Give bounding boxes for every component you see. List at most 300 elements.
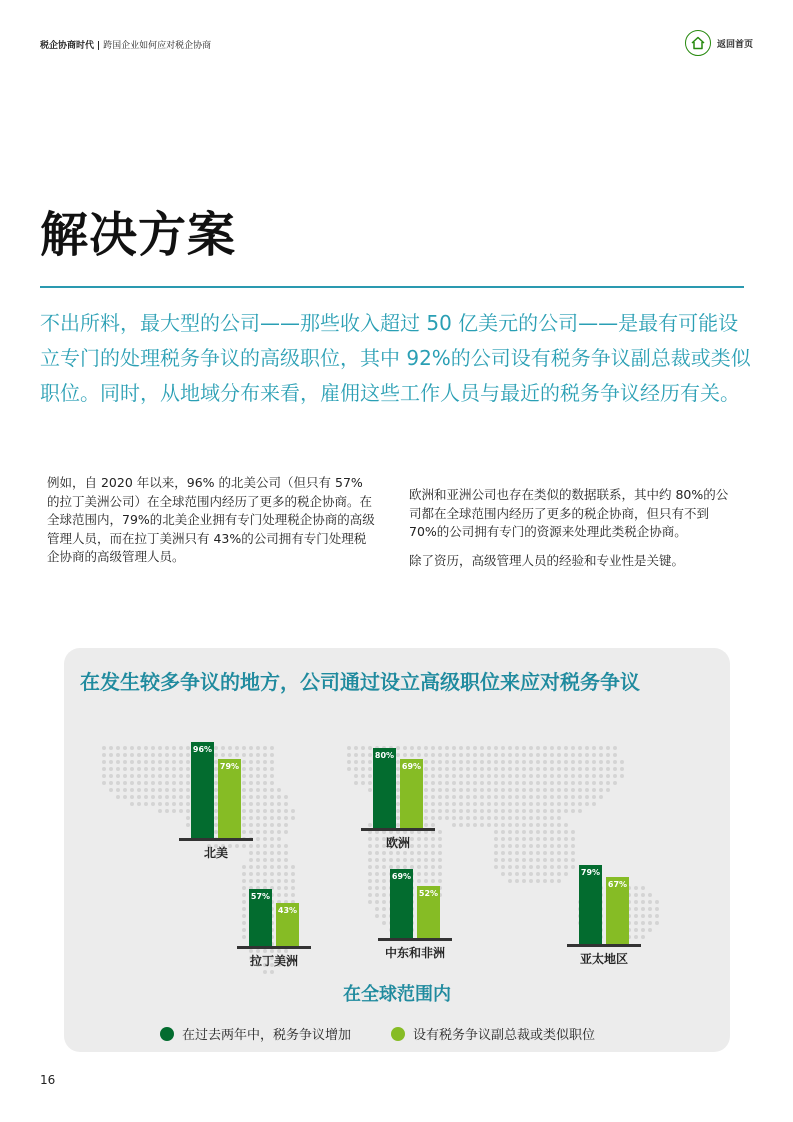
map-dot — [431, 809, 435, 813]
map-dot — [508, 844, 512, 848]
map-dot — [249, 767, 253, 771]
map-dot — [277, 837, 281, 841]
map-dot — [249, 781, 253, 785]
map-dot — [242, 781, 246, 785]
map-dot — [368, 851, 372, 855]
map-dot — [438, 760, 442, 764]
map-dot — [585, 746, 589, 750]
map-dot — [459, 823, 463, 827]
map-dot — [277, 795, 281, 799]
map-dot — [249, 760, 253, 764]
map-dot — [592, 795, 596, 799]
map-dot — [571, 809, 575, 813]
map-dot — [515, 816, 519, 820]
map-dot — [242, 788, 246, 792]
map-dot — [249, 872, 253, 876]
map-dot — [515, 858, 519, 862]
map-dot — [249, 879, 253, 883]
map-dot — [578, 767, 582, 771]
map-dot — [284, 879, 288, 883]
map-dot — [284, 830, 288, 834]
bar-middle-east-africa-vp-role — [417, 886, 440, 938]
map-dot — [592, 802, 596, 806]
map-dot — [515, 760, 519, 764]
map-dot — [172, 767, 176, 771]
map-dot — [592, 753, 596, 757]
map-dot — [256, 809, 260, 813]
map-dot — [655, 914, 659, 918]
map-dot — [242, 753, 246, 757]
map-dot — [508, 872, 512, 876]
map-dot — [242, 865, 246, 869]
map-dot — [186, 795, 190, 799]
map-dot — [620, 774, 624, 778]
map-dot — [522, 858, 526, 862]
map-dot — [550, 795, 554, 799]
map-dot — [529, 872, 533, 876]
map-dot — [452, 802, 456, 806]
map-dot — [564, 802, 568, 806]
map-dot — [571, 767, 575, 771]
map-dot — [473, 795, 477, 799]
home-icon[interactable] — [685, 30, 711, 56]
map-dot — [550, 816, 554, 820]
map-dot — [291, 879, 295, 883]
map-dot — [536, 872, 540, 876]
map-dot — [606, 760, 610, 764]
map-dot — [179, 802, 183, 806]
map-dot — [641, 921, 645, 925]
map-dot — [564, 809, 568, 813]
map-dot — [256, 767, 260, 771]
map-dot — [284, 809, 288, 813]
map-dot — [648, 914, 652, 918]
map-dot — [501, 844, 505, 848]
map-dot — [130, 788, 134, 792]
map-dot — [459, 809, 463, 813]
map-dot — [242, 886, 246, 890]
map-dot — [361, 781, 365, 785]
map-dot — [284, 858, 288, 862]
map-dot — [557, 879, 561, 883]
map-dot — [438, 802, 442, 806]
map-dot — [270, 830, 274, 834]
map-dot — [277, 844, 281, 848]
map-dot — [256, 823, 260, 827]
map-dot — [571, 788, 575, 792]
map-dot — [256, 830, 260, 834]
map-dot — [354, 774, 358, 778]
map-dot — [368, 753, 372, 757]
map-dot — [522, 879, 526, 883]
map-dot — [137, 788, 141, 792]
map-dot — [424, 781, 428, 785]
map-dot — [424, 851, 428, 855]
map-dot — [242, 900, 246, 904]
map-dot — [543, 781, 547, 785]
map-dot — [270, 865, 274, 869]
map-dot — [557, 753, 561, 757]
map-dot — [445, 753, 449, 757]
map-dot — [144, 802, 148, 806]
map-dot — [270, 823, 274, 827]
bar-north-america-dispute-increase — [191, 742, 214, 838]
map-dot — [466, 753, 470, 757]
map-dot — [543, 809, 547, 813]
map-dot — [284, 851, 288, 855]
map-dot — [291, 872, 295, 876]
map-dot — [648, 921, 652, 925]
map-dot — [263, 767, 267, 771]
map-dot — [536, 760, 540, 764]
map-dot — [396, 851, 400, 855]
map-dot — [606, 767, 610, 771]
map-dot — [648, 928, 652, 932]
map-dot — [564, 774, 568, 778]
map-dot — [585, 795, 589, 799]
map-dot — [536, 767, 540, 771]
map-dot — [459, 753, 463, 757]
map-dot — [536, 746, 540, 750]
map-dot — [284, 886, 288, 890]
legend-item-dispute-increase — [160, 1024, 351, 1043]
map-dot — [634, 935, 638, 939]
map-dot — [431, 774, 435, 778]
map-dot — [529, 788, 533, 792]
map-dot — [459, 774, 463, 778]
map-dot — [368, 767, 372, 771]
map-dot — [361, 760, 365, 764]
map-dot — [382, 879, 386, 883]
map-dot — [375, 879, 379, 883]
map-dot — [424, 879, 428, 883]
map-dot — [571, 802, 575, 806]
map-dot — [543, 760, 547, 764]
map-dot — [151, 802, 155, 806]
map-dot — [452, 760, 456, 764]
map-dot — [613, 753, 617, 757]
map-dot — [249, 753, 253, 757]
map-dot — [529, 809, 533, 813]
map-dot — [536, 823, 540, 827]
map-dot — [102, 746, 106, 750]
map-dot — [109, 774, 113, 778]
map-dot — [557, 781, 561, 785]
map-dot — [291, 865, 295, 869]
map-dot — [620, 760, 624, 764]
map-dot — [277, 816, 281, 820]
map-dot — [515, 823, 519, 827]
map-dot — [158, 753, 162, 757]
map-dot — [592, 746, 596, 750]
map-dot — [235, 753, 239, 757]
map-dot — [158, 774, 162, 778]
map-dot — [564, 837, 568, 841]
map-dot — [172, 774, 176, 778]
map-dot — [459, 816, 463, 820]
map-dot — [494, 844, 498, 848]
map-dot — [550, 809, 554, 813]
bar-latin-america-dispute-increase — [249, 889, 272, 946]
map-dot — [522, 788, 526, 792]
map-dot — [116, 760, 120, 764]
map-dot — [501, 851, 505, 855]
map-dot — [158, 781, 162, 785]
map-dot — [487, 823, 491, 827]
map-dot — [536, 879, 540, 883]
map-dot — [452, 746, 456, 750]
map-dot — [473, 753, 477, 757]
map-dot — [438, 795, 442, 799]
map-dot — [501, 816, 505, 820]
map-dot — [368, 872, 372, 876]
map-dot — [508, 823, 512, 827]
map-dot — [515, 767, 519, 771]
bar-asia-pacific-vp-role — [606, 877, 629, 944]
map-dot — [417, 746, 421, 750]
bar-value-label: 96% — [192, 745, 213, 754]
map-dot — [641, 928, 645, 932]
home-label[interactable]: 返回首页 — [716, 39, 753, 50]
map-dot — [270, 802, 274, 806]
map-dot — [508, 802, 512, 806]
map-dot — [438, 865, 442, 869]
map-dot — [466, 767, 470, 771]
bar-value-label: 67% — [607, 880, 628, 889]
map-dot — [263, 865, 267, 869]
running-header — [40, 38, 211, 51]
map-dot — [172, 809, 176, 813]
map-dot — [550, 781, 554, 785]
map-dot — [557, 746, 561, 750]
map-dot — [634, 900, 638, 904]
map-dot — [571, 858, 575, 862]
map-dot — [459, 795, 463, 799]
map-dot — [354, 760, 358, 764]
map-dot — [165, 774, 169, 778]
map-dot — [354, 746, 358, 750]
map-dot — [130, 767, 134, 771]
map-dot — [564, 830, 568, 834]
map-dot — [501, 802, 505, 806]
map-dot — [144, 760, 148, 764]
map-dot — [606, 746, 610, 750]
map-dot — [529, 816, 533, 820]
map-dot — [123, 781, 127, 785]
map-dot — [256, 795, 260, 799]
map-dot — [277, 851, 281, 855]
map-dot — [620, 767, 624, 771]
map-dot — [641, 893, 645, 897]
map-dot — [522, 795, 526, 799]
map-dot — [480, 760, 484, 764]
map-dot — [501, 830, 505, 834]
map-dot — [550, 851, 554, 855]
header-subtitle: 跨国企业如何应对税企协商 — [103, 41, 212, 51]
map-dot — [368, 823, 372, 827]
map-dot — [228, 753, 232, 757]
map-dot — [494, 851, 498, 855]
map-dot — [578, 781, 582, 785]
map-dot — [123, 767, 127, 771]
map-dot — [179, 767, 183, 771]
map-dot — [375, 893, 379, 897]
map-dot — [242, 928, 246, 932]
map-dot — [137, 753, 141, 757]
map-dot — [431, 879, 435, 883]
map-dot — [424, 746, 428, 750]
map-dot — [382, 851, 386, 855]
map-dot — [186, 802, 190, 806]
map-dot — [571, 844, 575, 848]
map-dot — [487, 781, 491, 785]
map-dot — [242, 823, 246, 827]
map-dot — [522, 809, 526, 813]
map-dot — [599, 781, 603, 785]
map-dot — [550, 844, 554, 848]
map-dot — [515, 795, 519, 799]
map-dot — [242, 830, 246, 834]
map-dot — [452, 823, 456, 827]
map-dot — [522, 774, 526, 778]
map-dot — [459, 788, 463, 792]
map-dot — [277, 830, 281, 834]
map-dot — [473, 816, 477, 820]
map-dot — [382, 886, 386, 890]
map-dot — [445, 774, 449, 778]
map-dot — [410, 851, 414, 855]
map-dot — [634, 886, 638, 890]
map-dot — [571, 795, 575, 799]
map-dot — [536, 788, 540, 792]
map-dot — [536, 844, 540, 848]
home-link[interactable] — [685, 30, 753, 56]
map-dot — [466, 802, 470, 806]
map-dot — [179, 753, 183, 757]
map-dot — [375, 886, 379, 890]
map-dot — [508, 837, 512, 841]
map-dot — [543, 802, 547, 806]
map-dot — [466, 809, 470, 813]
map-dot — [578, 788, 582, 792]
map-dot — [270, 781, 274, 785]
map-dot — [242, 879, 246, 883]
map-dot — [592, 767, 596, 771]
map-dot — [494, 802, 498, 806]
map-dot — [578, 746, 582, 750]
map-dot — [487, 774, 491, 778]
map-dot — [550, 788, 554, 792]
map-dot — [501, 767, 505, 771]
map-dot — [466, 746, 470, 750]
map-dot — [284, 816, 288, 820]
map-dot — [431, 767, 435, 771]
map-dot — [501, 760, 505, 764]
map-dot — [515, 865, 519, 869]
bar-middle-east-africa-dispute-increase — [390, 869, 413, 938]
map-dot — [249, 809, 253, 813]
map-dot — [144, 774, 148, 778]
map-dot — [158, 802, 162, 806]
map-dot — [375, 914, 379, 918]
map-dot — [263, 809, 267, 813]
map-dot — [165, 781, 169, 785]
map-dot — [501, 753, 505, 757]
map-dot — [480, 802, 484, 806]
map-dot — [578, 809, 582, 813]
map-dot — [452, 816, 456, 820]
map-dot — [424, 858, 428, 862]
map-dot — [515, 788, 519, 792]
map-dot — [515, 879, 519, 883]
map-dot — [214, 746, 218, 750]
map-dot — [634, 928, 638, 932]
map-dot — [256, 802, 260, 806]
map-dot — [291, 816, 295, 820]
map-dot — [277, 872, 281, 876]
map-dot — [256, 879, 260, 883]
map-dot — [522, 851, 526, 855]
map-dot — [571, 753, 575, 757]
map-dot — [550, 746, 554, 750]
map-dot — [501, 746, 505, 750]
bar-baseline-middle-east-africa — [378, 938, 452, 941]
map-dot — [263, 970, 267, 974]
map-dot — [557, 844, 561, 848]
map-dot — [109, 788, 113, 792]
map-dot — [480, 753, 484, 757]
map-dot — [592, 781, 596, 785]
map-dot — [179, 781, 183, 785]
map-dot — [508, 865, 512, 869]
map-dot — [543, 851, 547, 855]
map-dot — [480, 823, 484, 827]
header-separator: | — [96, 41, 101, 51]
map-dot — [424, 816, 428, 820]
map-dot — [368, 788, 372, 792]
legend-dot-light — [391, 1027, 405, 1041]
map-dot — [151, 774, 155, 778]
map-dot — [263, 788, 267, 792]
bar-europe-dispute-increase — [373, 748, 396, 828]
map-dot — [431, 795, 435, 799]
body-right-column — [409, 486, 739, 570]
map-dot — [557, 837, 561, 841]
map-dot — [501, 823, 505, 827]
map-dot — [270, 816, 274, 820]
page-number: 16 — [40, 1073, 56, 1087]
map-dot — [508, 753, 512, 757]
map-dot — [249, 774, 253, 778]
map-dot — [515, 837, 519, 841]
map-dot — [130, 802, 134, 806]
map-dot — [137, 760, 141, 764]
map-dot — [585, 802, 589, 806]
map-dot — [585, 774, 589, 778]
map-dot — [130, 781, 134, 785]
map-dot — [445, 809, 449, 813]
map-dot — [459, 760, 463, 764]
bar-value-label: 80% — [374, 751, 395, 760]
map-dot — [123, 774, 127, 778]
map-dot — [599, 774, 603, 778]
map-dot — [515, 830, 519, 834]
map-dot — [438, 746, 442, 750]
map-dot — [515, 753, 519, 757]
map-dot — [557, 872, 561, 876]
map-dot — [263, 830, 267, 834]
map-dot — [599, 767, 603, 771]
